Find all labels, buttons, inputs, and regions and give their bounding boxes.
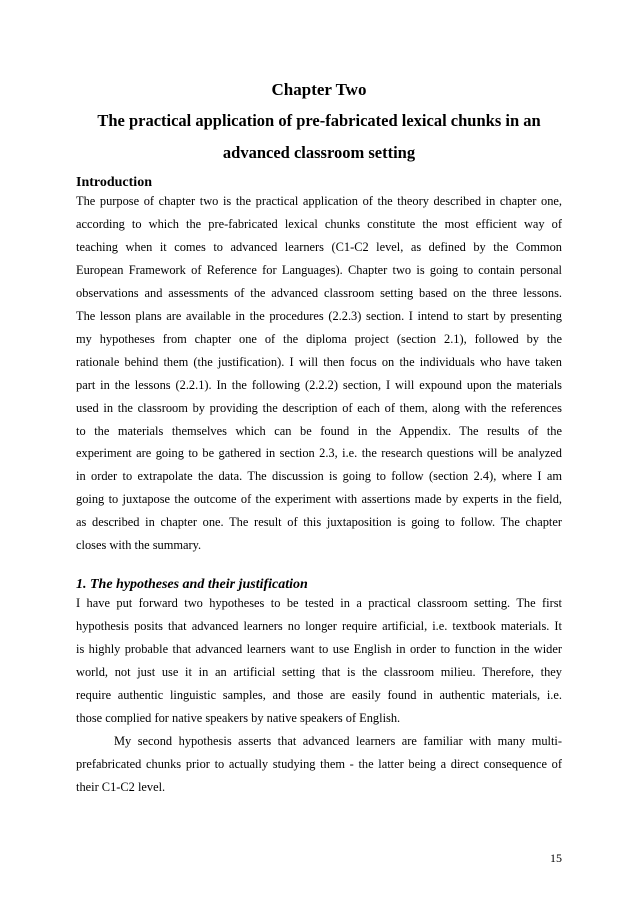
paragraph-line: part in the lessons (2.2.1). In the following (2.2.2) section, I will expound upon the materials [76,377,562,392]
introduction-paragraph [76,190,562,557]
paragraph-line: according to which the pre-fabricated lexical chunks constitute the most efficient way of [76,216,562,231]
chapter-subtitle-line: The practical application of pre-fabricated lexical chunks in an [97,111,541,130]
paragraph-line: require authentic linguistic samples, and those are easily found in authentic materials, i.e. [76,687,562,702]
paragraph-line: as described in chapter one. The result of this juxtaposition is going to follow. The chapter [76,515,562,530]
paragraph-line: experiment are going to be gathered in section 2.3, i.e. the research questions will be analyzed [76,446,562,461]
introduction-heading: Introduction [76,175,152,190]
chapter-title: Chapter Two [271,80,367,99]
paragraph-line: those complied for native speakers by native speakers of English. [76,710,401,725]
paragraph-line: prefabricated chunks prior to actually studying them - the latter being a direct consequence of [76,756,562,771]
paragraph-line: I have put forward two hypotheses to be tested in a practical classroom setting. The first [76,596,562,610]
paragraph-line: is highly probable that advanced learners want to use English in order to function in the wider [76,641,562,656]
paragraph-line: rationale behind them (the justification). I will then focus on the individuals who have taken [76,354,562,369]
paragraph-line: their C1-C2 level. [76,779,166,794]
paragraph-line: European Framework of Reference for Languages). Chapter two is going to contain personal [76,262,562,277]
paragraph-line: My second hypothesis asserts that advanced learners are familiar with many multi- [114,733,562,748]
paragraph-line: to the materials themselves which can be found in the Appendix. The results of the [76,423,562,438]
paragraph-line: in order to extrapolate the data. The discussion is going to follow (section 2.4), where I am [76,469,562,484]
chapter-subtitle [76,105,562,169]
page-number: 15 [550,851,562,865]
paragraph-line: teaching when it comes to advanced learners (C1-C2 level, as defined by the Common [76,239,562,254]
paragraph-line: world, not just use it in an artificial setting that is the classroom milieu. Therefore, they [76,664,562,679]
paragraph-line: The lesson plans are available in the procedures (2.2.3) section. I intend to start by presenting [76,308,562,323]
chapter-subtitle-line: advanced classroom setting [222,143,416,162]
hypotheses-paragraph [76,592,562,799]
paragraph-line: going to juxtapose the outcome of the experiment with assertions made by experts in the field, [76,492,562,507]
section-heading-hypotheses: 1. The hypotheses and their justification [76,577,308,592]
paragraph-line: used in the classroom by providing the description of each of them, along with the references [76,400,562,415]
paragraph-line: hypothesis posits that advanced learners no longer require artificial, i.e. textbook materials. It [76,618,562,633]
paragraph-line: observations and assessments of the advanced classroom setting based on the three lessons. [76,285,562,300]
paragraph-line: closes with the summary. [76,538,202,553]
paragraph-line: The purpose of chapter two is the practical application of the theory described in chapter one, [76,194,562,208]
paragraph-line: my hypotheses from chapter one of the diploma project (section 2.1), followed by the [76,331,562,346]
